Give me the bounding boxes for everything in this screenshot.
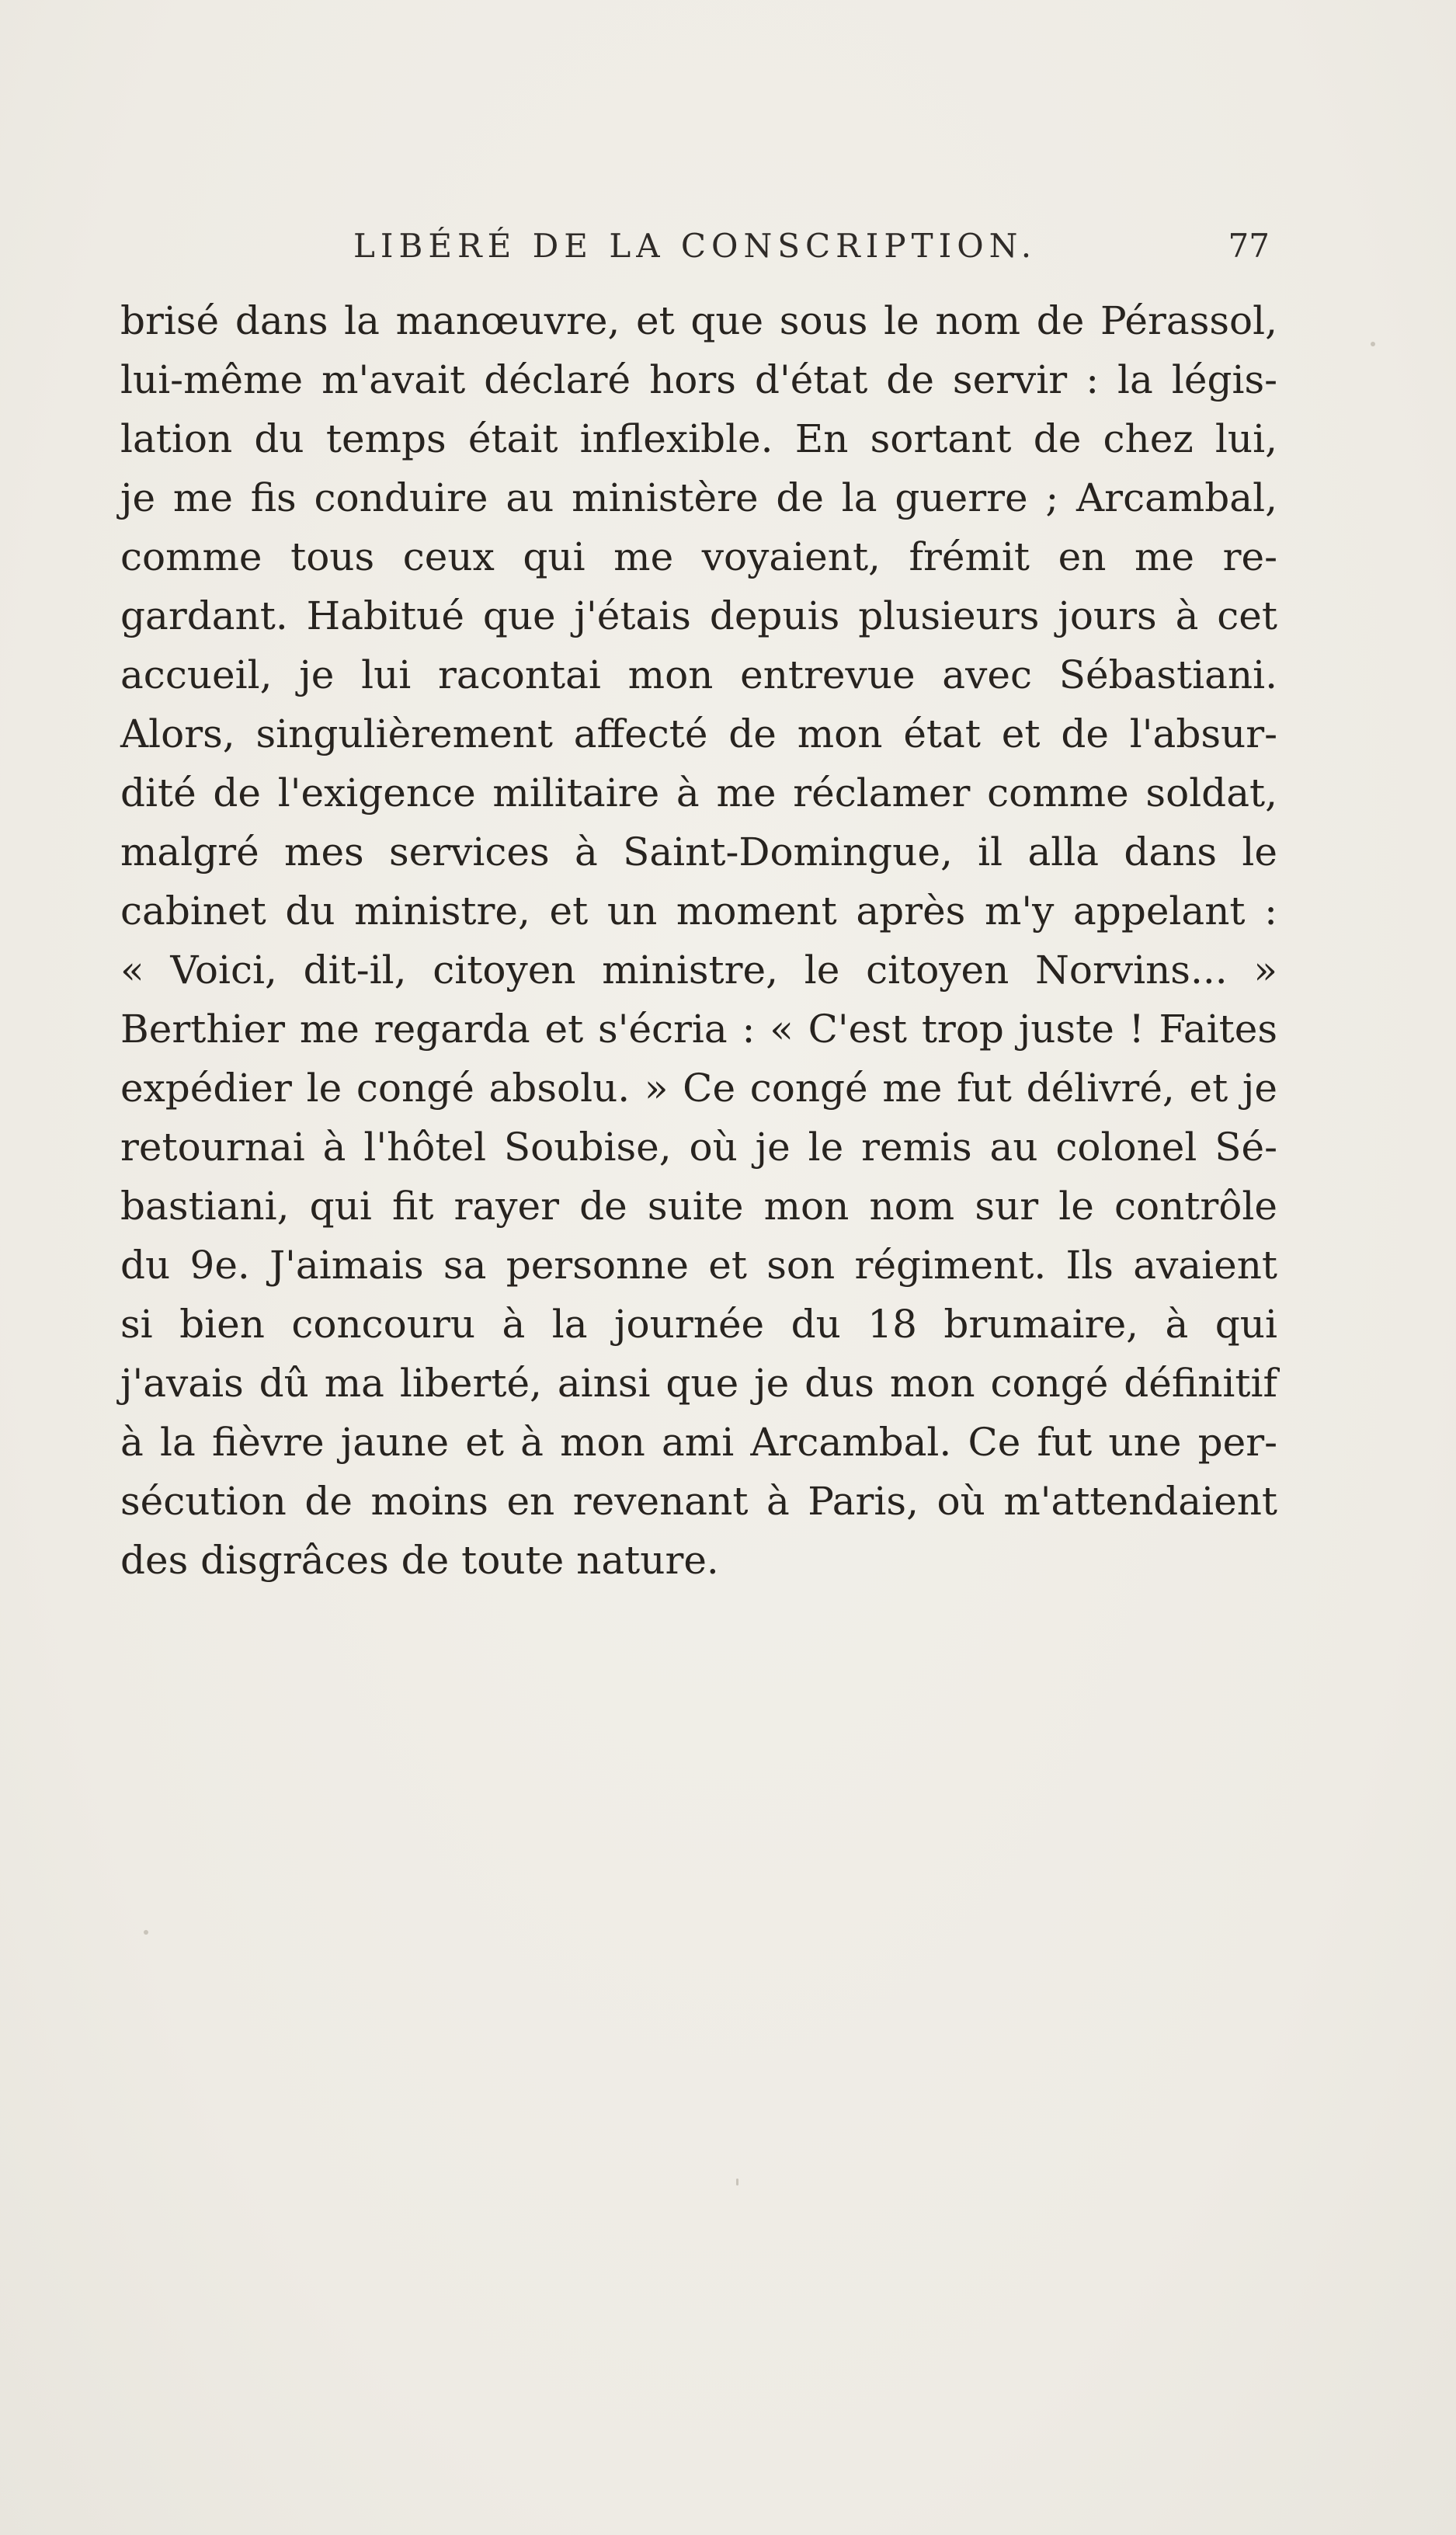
text-line: accueil, je lui racontai mon entrevue avec Sébastiani. xyxy=(120,652,1277,697)
text-line: du 9e. J'aimais sa personne et son régiment. Ils avaient xyxy=(120,1243,1277,1288)
text-line: lui-même m'avait déclaré hors d'état de servir : la légis- xyxy=(120,357,1277,402)
text-line: Alors, singulièrement affecté de mon état et de l'absur- xyxy=(120,711,1277,756)
text-line: expédier le congé absolu. » Ce congé me fut délivré, et je xyxy=(120,1066,1277,1111)
text-line: comme tous ceux qui me voyaient, frémit en me re- xyxy=(120,534,1277,579)
body-text xyxy=(120,291,1277,1590)
text-line: bastiani, qui fit rayer de suite mon nom sur le contrôle xyxy=(120,1184,1277,1229)
text-line: si bien concouru à la journée du 18 brumaire, à qui xyxy=(120,1302,1277,1347)
text-line: Berthier me regarda et s'écria : « C'est trop juste ! Faites xyxy=(120,1007,1277,1052)
paper-speck xyxy=(1371,342,1375,346)
running-header xyxy=(120,219,1270,273)
text-line: je me fis conduire au ministère de la guerre ; Arcambal, xyxy=(120,475,1277,520)
text-line: dité de l'exigence militaire à me réclamer comme soldat, xyxy=(120,770,1277,815)
text-line: lation du temps était inflexible. En sortant de chez lui, xyxy=(120,416,1277,461)
text-line: à la fièvre jaune et à mon ami Arcambal. Ce fut une per- xyxy=(120,1420,1277,1465)
paper-speck xyxy=(736,2179,738,2186)
paper-speck xyxy=(144,1930,148,1935)
text-line: gardant. Habitué que j'étais depuis plusieurs jours à cet xyxy=(120,593,1277,638)
text-line: sécution de moins en revenant à Paris, où m'attendaient xyxy=(120,1479,1277,1524)
text-line: cabinet du ministre, et un moment après m'y appelant : xyxy=(120,888,1277,934)
page-number: 77 xyxy=(1228,227,1270,265)
text-line: des disgrâces de toute nature. xyxy=(120,1538,719,1583)
text-line: brisé dans la manœuvre, et que sous le nom de Pérassol, xyxy=(120,298,1277,343)
text-line: j'avais dû ma liberté, ainsi que je dus mon congé définitif xyxy=(120,1361,1277,1406)
text-line: malgré mes services à Saint-Domingue, il alla dans le xyxy=(120,829,1277,875)
running-title: LIBÉRÉ DE LA CONSCRIPTION. xyxy=(353,227,1037,265)
text-line: « Voici, dit-il, citoyen ministre, le citoyen Norvins... » xyxy=(120,948,1277,993)
text-line: retournai à l'hôtel Soubise, où je le remis au colonel Sé- xyxy=(120,1125,1277,1170)
